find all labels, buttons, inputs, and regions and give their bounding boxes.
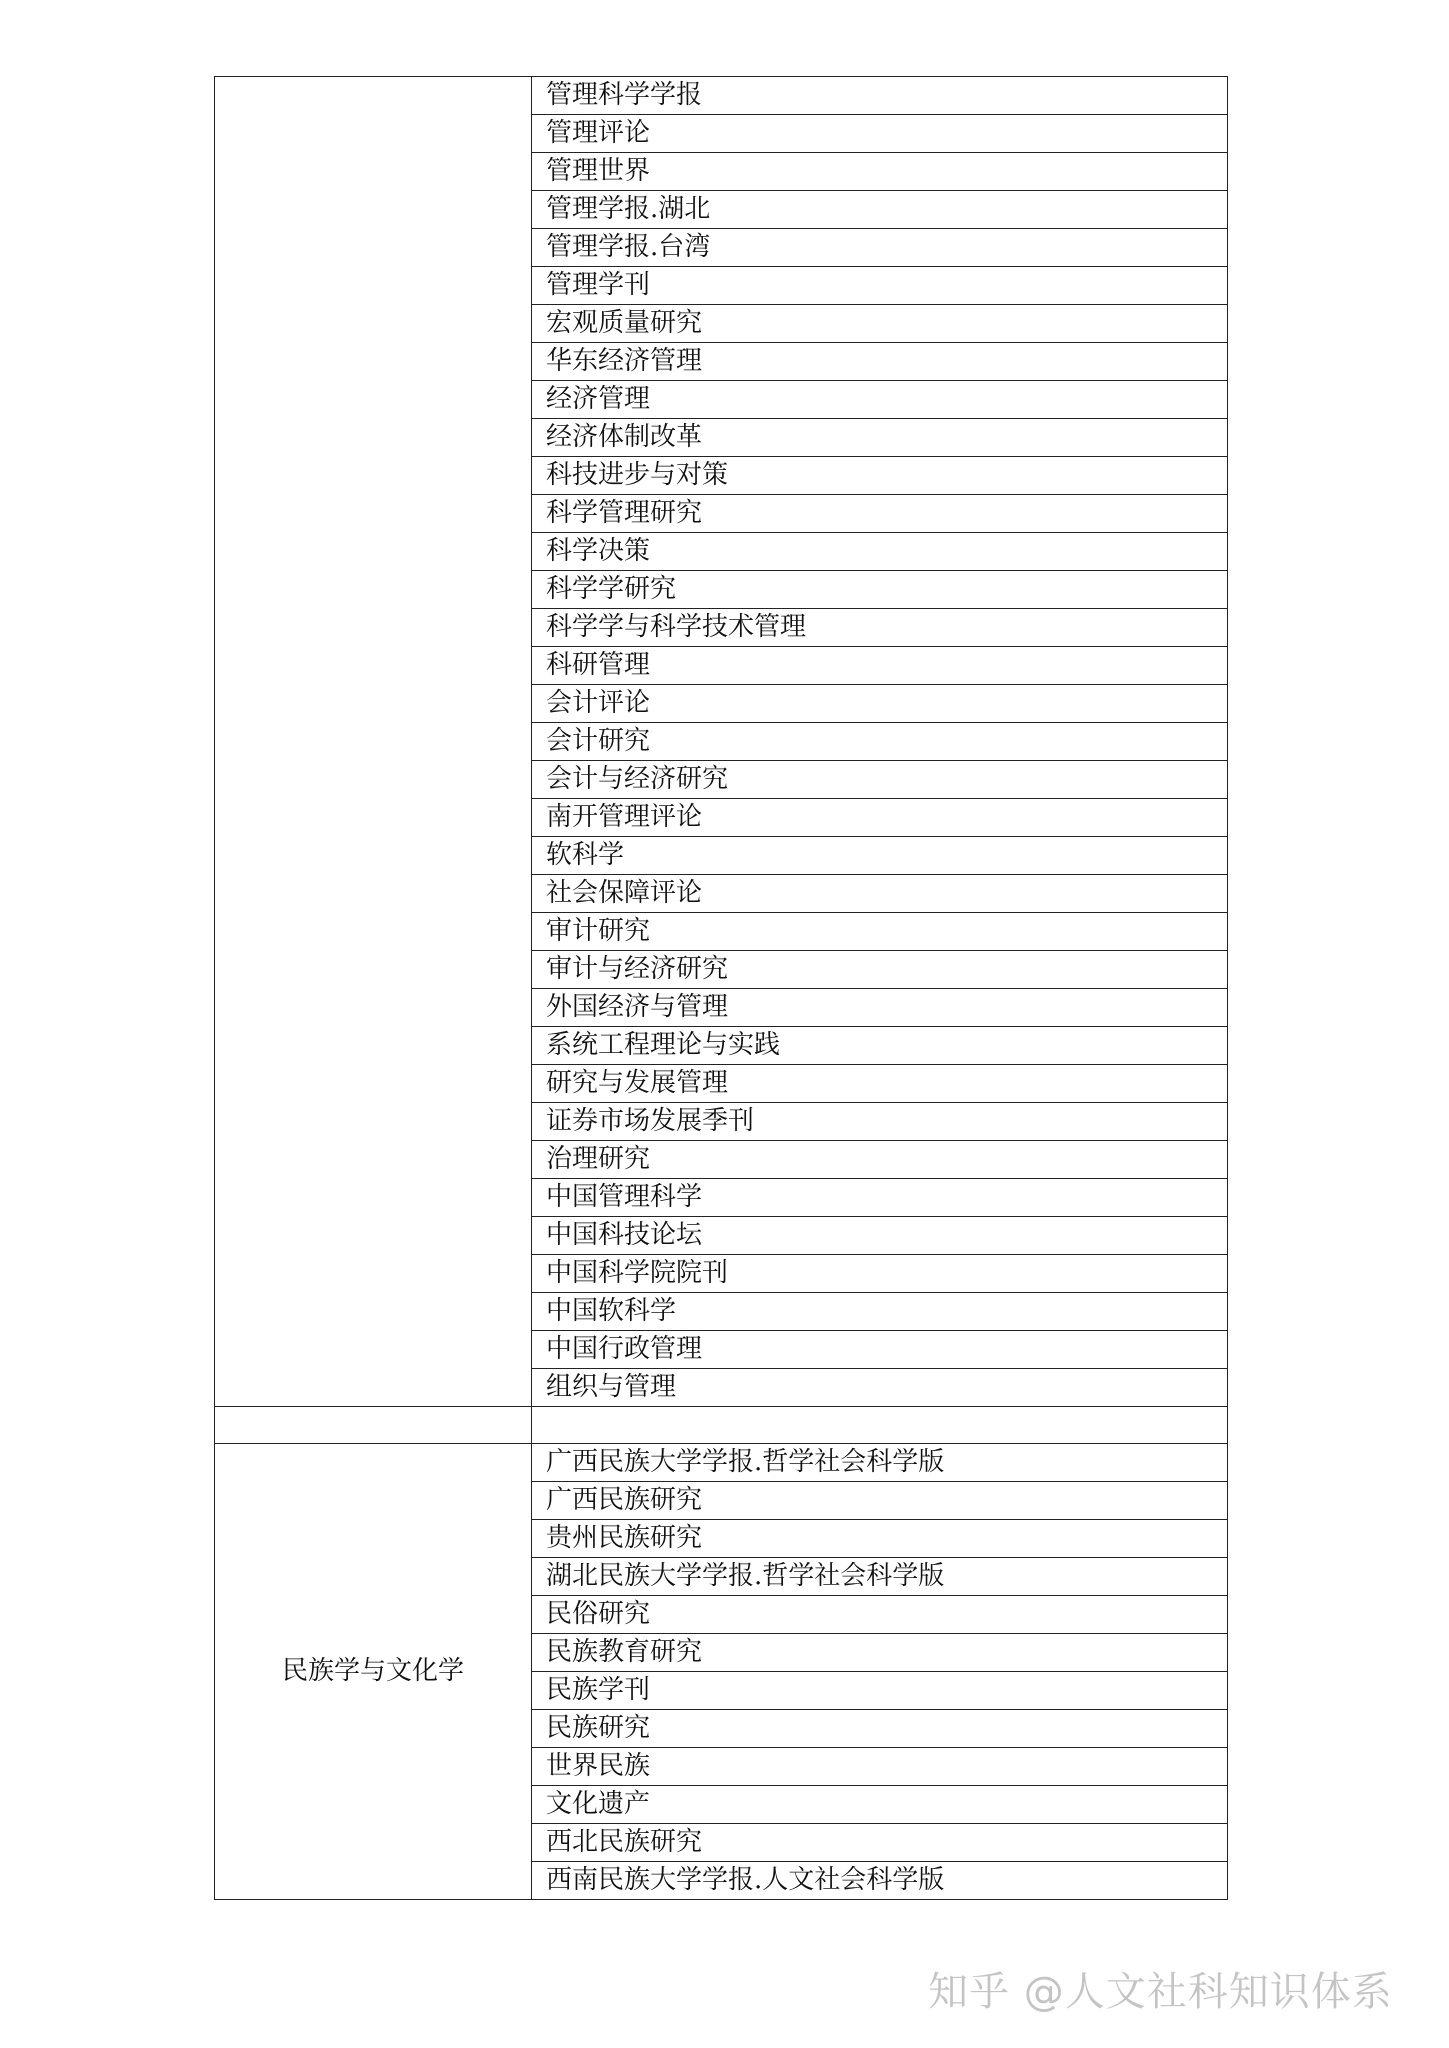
journal-title-cell: 经济体制改革 bbox=[532, 419, 1228, 457]
journal-title-cell: 西南民族大学学报.人文社会科学版 bbox=[532, 1862, 1228, 1900]
journal-title-cell: 中国软科学 bbox=[532, 1293, 1228, 1331]
journal-title-cell: 软科学 bbox=[532, 837, 1228, 875]
journal-title-cell: 西北民族研究 bbox=[532, 1824, 1228, 1862]
journal-title-cell: 管理评论 bbox=[532, 115, 1228, 153]
journal-title-cell: 民族学刊 bbox=[532, 1672, 1228, 1710]
journal-title-cell: 湖北民族大学学报.哲学社会科学版 bbox=[532, 1558, 1228, 1596]
category-cell bbox=[215, 77, 532, 1407]
category-cell bbox=[215, 1407, 532, 1444]
journal-table bbox=[214, 76, 1228, 1900]
journal-title-cell: 文化遗产 bbox=[532, 1786, 1228, 1824]
journal-title-cell: 会计研究 bbox=[532, 723, 1228, 761]
journal-title-cell: 广西民族大学学报.哲学社会科学版 bbox=[532, 1444, 1228, 1482]
journal-title-cell: 中国管理科学 bbox=[532, 1179, 1228, 1217]
journal-title-cell: 会计评论 bbox=[532, 685, 1228, 723]
journal-title-cell: 审计研究 bbox=[532, 913, 1228, 951]
journal-title-cell: 会计与经济研究 bbox=[532, 761, 1228, 799]
journal-title-cell: 宏观质量研究 bbox=[532, 305, 1228, 343]
journal-list-sheet bbox=[214, 76, 1228, 1900]
zhihu-watermark: 知乎 @人文社科知识体系 bbox=[928, 1969, 1393, 2015]
journal-title-cell: 科技进步与对策 bbox=[532, 457, 1228, 495]
journal-title-cell: 管理学报.湖北 bbox=[532, 191, 1228, 229]
journal-title-cell: 中国科学院院刊 bbox=[532, 1255, 1228, 1293]
journal-title-cell: 世界民族 bbox=[532, 1748, 1228, 1786]
journal-title-cell: 民俗研究 bbox=[532, 1596, 1228, 1634]
journal-title-cell: 中国科技论坛 bbox=[532, 1217, 1228, 1255]
journal-title-cell: 研究与发展管理 bbox=[532, 1065, 1228, 1103]
journal-title-cell: 管理学报.台湾 bbox=[532, 229, 1228, 267]
journal-title-cell: 审计与经济研究 bbox=[532, 951, 1228, 989]
journal-title-cell: 经济管理 bbox=[532, 381, 1228, 419]
journal-title-cell: 华东经济管理 bbox=[532, 343, 1228, 381]
journal-title-cell: 治理研究 bbox=[532, 1141, 1228, 1179]
journal-table-body bbox=[215, 77, 1228, 1900]
journal-title-cell: 组织与管理 bbox=[532, 1369, 1228, 1407]
journal-title-cell: 民族教育研究 bbox=[532, 1634, 1228, 1672]
journal-title-cell: 广西民族研究 bbox=[532, 1482, 1228, 1520]
journal-title-cell: 管理学刊 bbox=[532, 267, 1228, 305]
journal-title-cell: 中国行政管理 bbox=[532, 1331, 1228, 1369]
table-row bbox=[215, 1444, 1228, 1482]
journal-title-cell: 科研管理 bbox=[532, 647, 1228, 685]
table-row bbox=[215, 77, 1228, 115]
journal-title-cell bbox=[532, 1407, 1228, 1444]
journal-title-cell: 科学决策 bbox=[532, 533, 1228, 571]
journal-title-cell: 管理世界 bbox=[532, 153, 1228, 191]
category-cell: 民族学与文化学 bbox=[215, 1444, 532, 1900]
journal-title-cell: 证券市场发展季刊 bbox=[532, 1103, 1228, 1141]
journal-title-cell: 民族研究 bbox=[532, 1710, 1228, 1748]
journal-title-cell: 科学学研究 bbox=[532, 571, 1228, 609]
journal-title-cell: 贵州民族研究 bbox=[532, 1520, 1228, 1558]
journal-title-cell: 管理科学学报 bbox=[532, 77, 1228, 115]
journal-title-cell: 系统工程理论与实践 bbox=[532, 1027, 1228, 1065]
journal-title-cell: 科学学与科学技术管理 bbox=[532, 609, 1228, 647]
journal-title-cell: 科学管理研究 bbox=[532, 495, 1228, 533]
journal-title-cell: 外国经济与管理 bbox=[532, 989, 1228, 1027]
table-row bbox=[215, 1407, 1228, 1444]
journal-title-cell: 社会保障评论 bbox=[532, 875, 1228, 913]
journal-title-cell: 南开管理评论 bbox=[532, 799, 1228, 837]
